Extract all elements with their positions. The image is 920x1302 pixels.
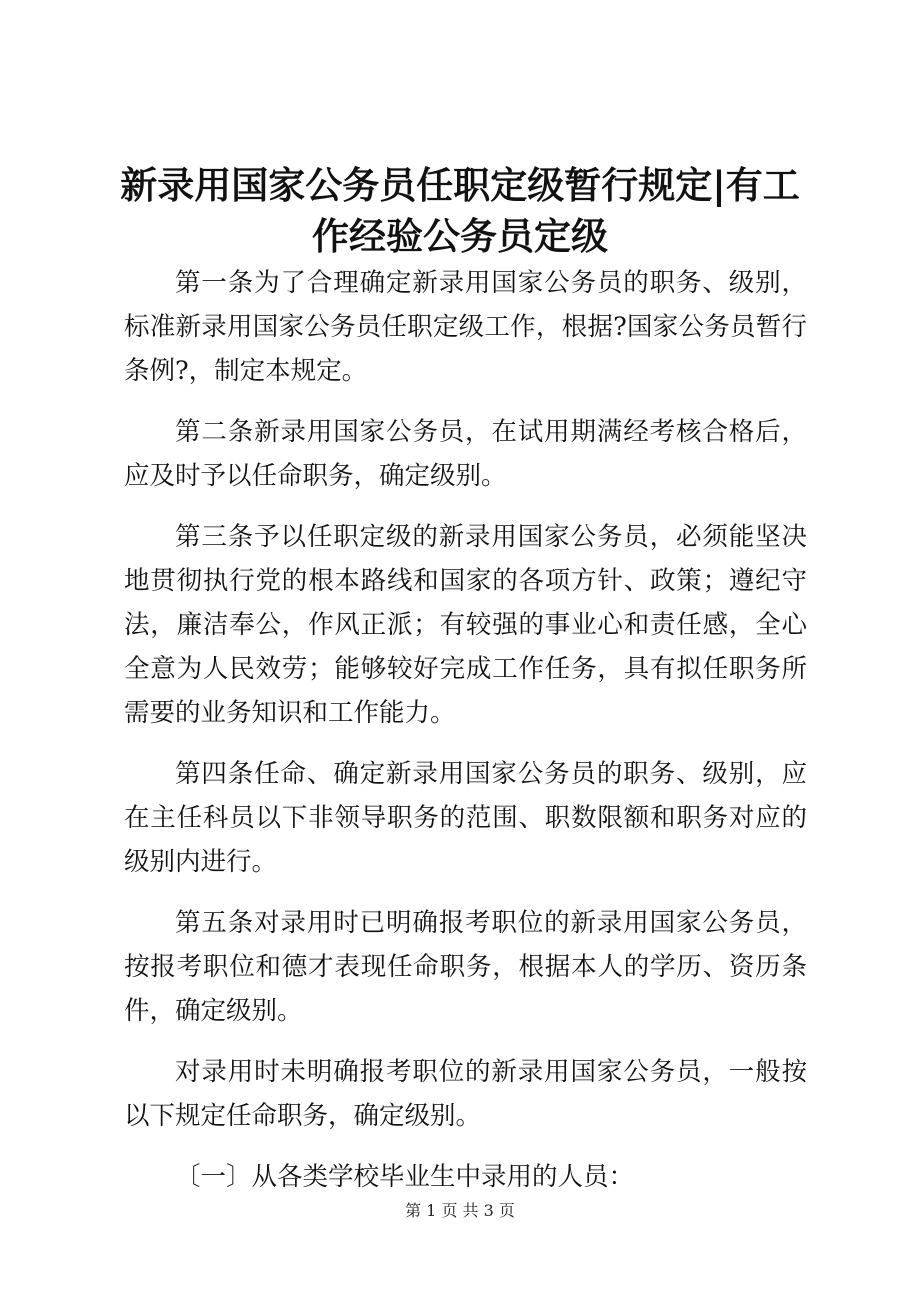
paragraph-article-1: 第一条为了合理确定新录用国家公务员的职务、级别，标准新录用国家公务员任职定级工作，根据?国家公务员暂行条例?，制定本规定。: [124, 268, 807, 386]
paragraph-article-3: 第三条予以任职定级的新录用国家公务员，必须能坚决地贯彻执行党的根本路线和国家的各项方针、政策；遵纪守法，廉洁奉公，作风正派；有较强的事业心和责任感，全心全意为人民效劳；能够较好完成工作任务，具有拟任职务所需要的业务知识和工作能力。: [124, 522, 807, 728]
paragraph-item-1: 〔一〕从各类学校毕业生中录用的人员：: [175, 1162, 635, 1192]
paragraph-article-2: 第二条新录用国家公务员，在试用期满经考核合格后，应及时予以任命职务，确定级别。: [124, 417, 807, 491]
paragraph-article-5-continued: 对录用时未明确报考职位的新录用国家公务员，一般按以下规定任命职务，确定级别。: [124, 1057, 807, 1131]
document-body: [124, 261, 807, 1199]
paragraph-article-4: 第四条任命、确定新录用国家公务员的职务、级别，应在主任科员以下非领导职务的范围、职数限额和职务对应的级别内进行。: [124, 759, 807, 877]
document-title: 新录用国家公务员任职定级暂行规定|有工作经验公务员定级: [120, 164, 800, 258]
paragraph-article-5: 第五条对录用时已明确报考职位的新录用国家公务员，按报考职位和德才表现任命职务，根据本人的学历、资历条件，确定级别。: [124, 908, 807, 1026]
page-footer: 第 1 页 共 3 页: [405, 1201, 515, 1220]
